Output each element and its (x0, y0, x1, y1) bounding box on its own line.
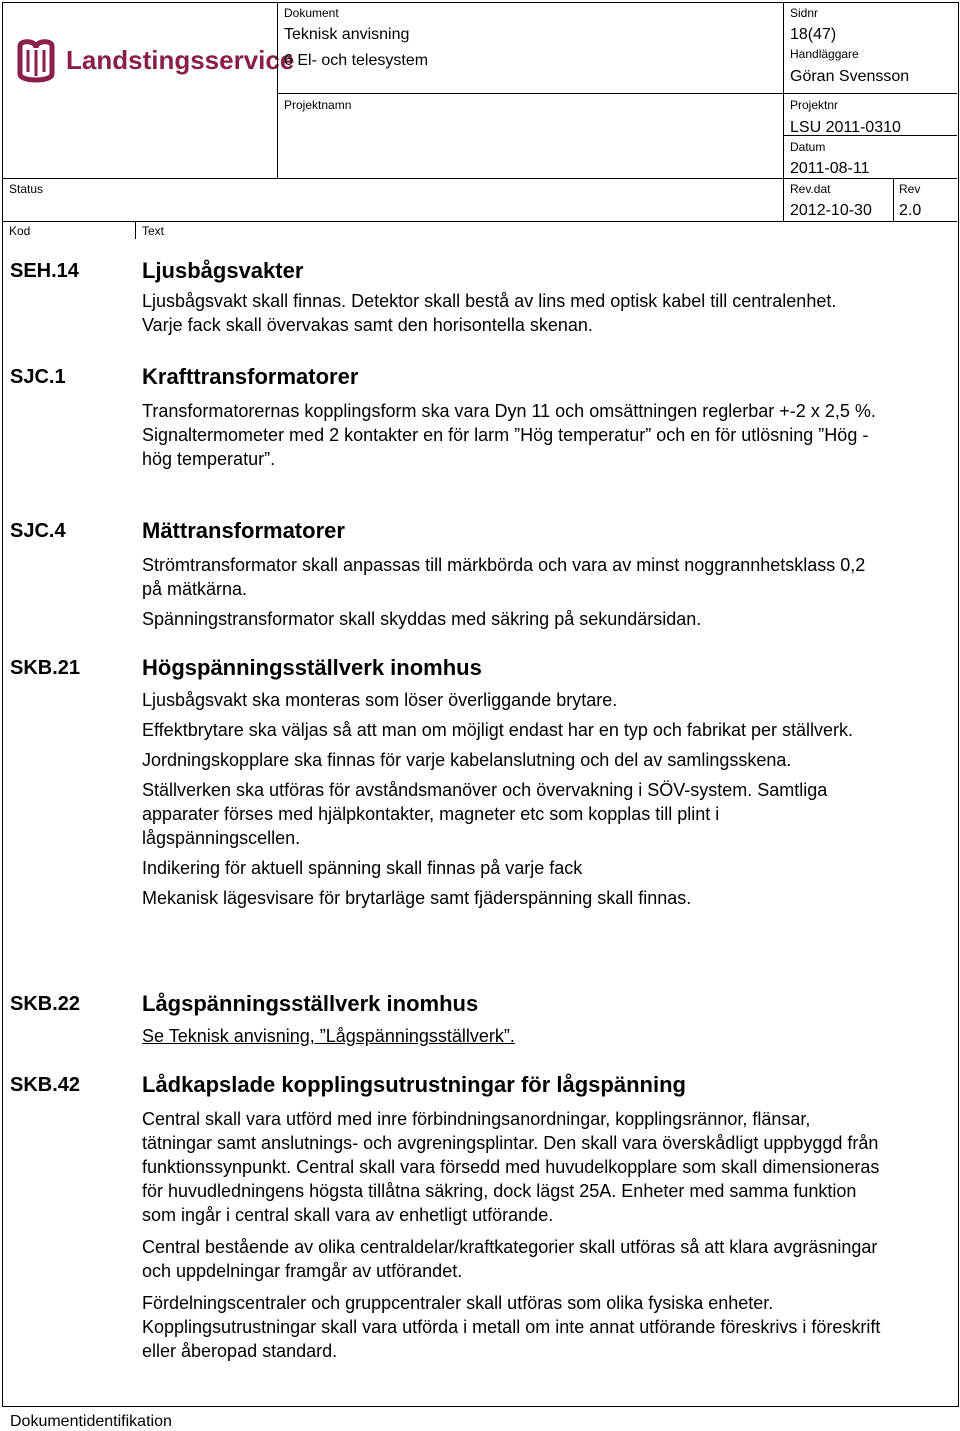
kod-label: Kod (9, 224, 31, 238)
handlaggare-value: Göran Svensson (790, 68, 910, 85)
landstingsservice-logo (14, 36, 295, 86)
header-vline-1 (277, 2, 278, 178)
sidnr-label: Sidnr (790, 6, 819, 20)
handlaggare-label: Handläggare (790, 47, 859, 61)
projektnr-value: LSU 2011-0310 (790, 119, 901, 136)
section-code: SKB.21 (10, 657, 81, 679)
revdat-label: Rev.dat (790, 182, 831, 196)
projektnamn-label: Projektnamn (284, 98, 352, 112)
section-heading: Ljusbågsvakter (142, 258, 304, 283)
section-paragraph: Ställverken ska utföras för avståndsmanöver och övervakning i SÖV-system. Samtliga apparater förses med hjälpkontakter, magneter etc som kopplas till plint i lågspänningscellen. (142, 780, 828, 848)
section-heading: Lågspänningsställverk inomhus (142, 991, 479, 1016)
section-paragraph: Spänningstransformator skall skyddas med säkring på sekundärsidan. (142, 609, 702, 629)
section-code: SJC.4 (10, 520, 66, 542)
datum-value: 2011-08-11 (790, 160, 870, 177)
text-label: Text (142, 224, 165, 238)
section-hogspanningsstallverk (142, 654, 882, 910)
section-ljusbagsvakter (142, 257, 882, 337)
section-heading: Högspänningsställverk inomhus (142, 655, 482, 680)
section-paragraph: Ljusbågsvakt skall finnas. Detektor skall bestå av lins med optisk kabel till centralenhet. Varje fack skall övervakas samt den horisontella skenan. (142, 291, 837, 335)
section-code: SKB.22 (10, 993, 81, 1015)
section-paragraph: Transformatorernas kopplingsform ska vara Dyn 11 och omsättningen reglerbar +-2 x 2,5 %. (142, 401, 876, 421)
section-paragraph: Central bestående av olika centraldelar/kraftkategorier skall utföras så att klara avgräsningar och uppdelningar framgår av utförandet. (142, 1237, 878, 1281)
section-ladkapslade-kopplingsutrustningar (142, 1071, 882, 1363)
projektnr-label: Projektnr (790, 98, 839, 112)
header-divider-3 (2, 221, 957, 222)
section-krafttransformatorer (142, 363, 882, 471)
header-vline-4 (135, 221, 136, 239)
section-paragraph: Signaltermometer med 2 kontakter en för larm ”Hög temperatur” och en för utlösning ”Hög - hög temperatur”. (142, 425, 869, 469)
section-paragraph: Central skall vara utförd med inre förbindningsanordningar, kopplingsrännor, flänsar, tätningar samt anslutnings- och avgreningsplintar. Den skall vara överskådligt uppbyggd från funktionssynpunkt. Central skall vara försedd med huvudelkopplare som skall dimensioneras för huvudledningens högsta tillåtna säkring, dock lägst 25A. Enheter med samma funktion som ingår i central skall vara av enhetligt utförande. (142, 1109, 880, 1225)
reference-link[interactable]: Se Teknisk anvisning, ”Lågspänningsställverk”. (142, 1026, 515, 1046)
rev-label: Rev (899, 182, 921, 196)
status-label: Status (9, 182, 44, 196)
section-heading: Krafttransformatorer (142, 364, 359, 389)
section-code: SEH.14 (10, 260, 79, 282)
revdat-value: 2012-10-30 (790, 202, 872, 219)
header-vline-3 (893, 178, 894, 221)
section-paragraph: Fördelningscentraler och gruppcentraler skall utföras som olika fysiska enheter. Kopplingsutrustningar skall vara utförda i metall om inte annat utförande föreskrivs i föreskrift eller åberopad standard. (142, 1293, 881, 1361)
section-code: SJC.1 (10, 366, 66, 388)
section-heading: Mättransformatorer (142, 518, 345, 543)
section-paragraph: Effektbrytare ska väljas så att man om möjligt endast har en typ och fabrikat per ställverk. (142, 720, 853, 740)
section-paragraph: Indikering för aktuell spänning skall finnas på varje fack (142, 858, 583, 878)
document-identification-label: Dokumentidentifikation (10, 1413, 172, 1430)
section-paragraph: Mekanisk lägesvisare för brytarläge samt fjäderspänning skall finnas. (142, 888, 692, 908)
section-code: SKB.42 (10, 1074, 81, 1096)
sidnr-value: 18(47) (790, 26, 837, 43)
section-lagspanningsstallverk (142, 990, 882, 1048)
section-mattransformatorer (142, 517, 882, 631)
dokument-title: Teknisk anvisning (284, 26, 410, 43)
section-paragraph: Jordningskopplare ska finnas för varje kabelanslutning och del av samlingsskena. (142, 750, 792, 770)
rev-value: 2.0 (899, 202, 922, 219)
section-paragraph: Strömtransformator skall anpassas till märkbörda och vara av minst noggrannhetsklass 0,2 på mätkärna. (142, 555, 866, 599)
datum-label: Datum (790, 140, 826, 154)
dokument-subtitle: 6 El- och telesystem (284, 52, 429, 69)
section-paragraph: Ljusbågsvakt ska monteras som löser överliggande brytare. (142, 690, 618, 710)
section-heading: Lådkapslade kopplingsutrustningar för lågspänning (142, 1072, 686, 1097)
header-divider-1 (277, 93, 957, 94)
company-name: Landstingsservice (66, 45, 295, 75)
header-vline-2 (783, 2, 784, 221)
dokument-label: Dokument (284, 6, 339, 20)
